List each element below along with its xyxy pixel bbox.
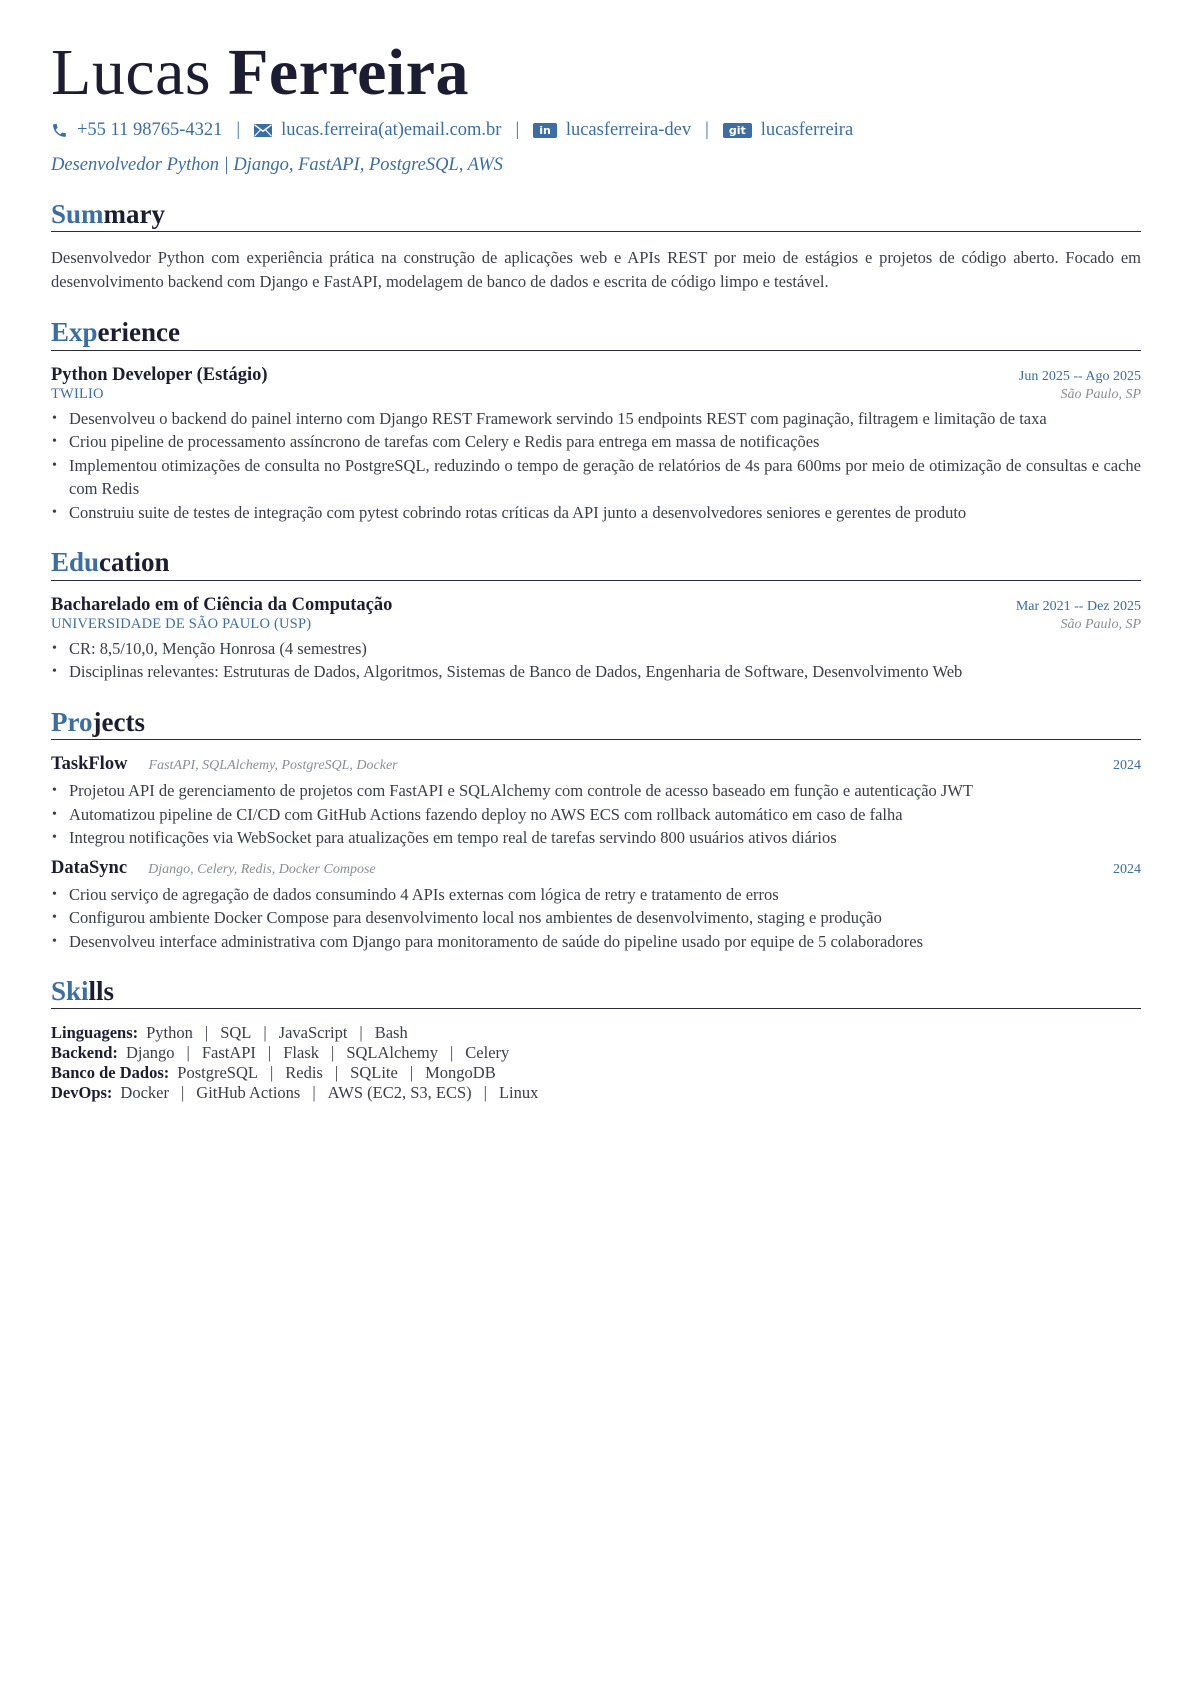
- skill-separator: |: [267, 1043, 272, 1063]
- envelope-icon: [254, 124, 272, 137]
- skill-separator: |: [263, 1023, 267, 1043]
- skill-item: MongoDB: [425, 1063, 496, 1083]
- education-bullets: [51, 637, 1141, 684]
- skill-item: GitHub Actions: [196, 1083, 301, 1103]
- list-item: • Criou serviço de agregação de dados consumindo 4 APIs externas com lógica de retry e tratamento de erros: [51, 883, 1141, 907]
- skill-item: Flask: [283, 1043, 319, 1063]
- section-title-rest: lls: [88, 976, 115, 1007]
- skill-separator: |: [359, 1023, 363, 1043]
- school-location: São Paulo, SP: [1060, 616, 1141, 632]
- section-title-rest: cation: [99, 547, 170, 578]
- skill-item: Docker: [120, 1083, 169, 1103]
- section-title-rest: jects: [92, 706, 145, 737]
- skill-item: FastAPI: [201, 1043, 256, 1063]
- school-name: UNIVERSIDADE DE SÃO PAULO (USP): [51, 615, 312, 632]
- contact-linkedin[interactable]: [533, 120, 691, 141]
- skill-item: Redis: [285, 1063, 323, 1083]
- skill-category: Banco de Dados:: [51, 1063, 170, 1083]
- list-item: • CR: 8,5/10,0, Menção Honrosa (4 semestres): [51, 637, 1141, 661]
- entry-subheader: [51, 386, 1141, 403]
- project-heading: [51, 858, 376, 879]
- tagline: Desenvolvedor Python | Django, FastAPI, PostgreSQL, AWS: [51, 155, 503, 175]
- project-heading: [51, 754, 398, 775]
- last-name: Ferreira: [228, 36, 470, 109]
- skill-item: SQLite: [350, 1063, 398, 1083]
- skill-row: [51, 1083, 1141, 1103]
- experience-entry: [51, 365, 1141, 525]
- contact-github[interactable]: [723, 120, 853, 141]
- skill-separator: |: [269, 1063, 274, 1083]
- section-title-accent: Ski: [51, 976, 89, 1007]
- contact-phone[interactable]: [51, 120, 222, 141]
- skills-section: [51, 975, 1141, 1103]
- summary-text: Desenvolvedor Python com experiência prática na construção de aplicações web e APIs REST por meio de estágios e projetos de código aberto. Focado em desenvolvimento backend com Django e FastAPI, modelagem de banco de dados e escrita de código limpo e testável.: [51, 248, 1141, 292]
- contact-separator: |: [236, 120, 241, 140]
- company-name: TWILIO: [51, 385, 104, 402]
- email-address: lucas.ferreira(at)email.com.br: [281, 120, 502, 140]
- skill-row: [51, 1023, 1141, 1043]
- entry-header: [51, 754, 1141, 775]
- skill-row: [51, 1043, 1141, 1063]
- entry-header: [51, 858, 1141, 879]
- section-title-rest: erience: [97, 317, 180, 348]
- project-name: DataSync: [51, 857, 128, 878]
- first-name: Lucas: [51, 36, 212, 109]
- contact-email[interactable]: [254, 120, 501, 141]
- candidate-name: [51, 36, 1141, 109]
- job-dates: Jun 2025 -- Ago 2025: [1018, 368, 1141, 384]
- linkedin-handle: lucasferreira-dev: [565, 120, 692, 140]
- skill-separator: |: [409, 1063, 414, 1083]
- project-entry: [51, 754, 1141, 850]
- skill-separator: |: [449, 1043, 454, 1063]
- summary-section: [51, 198, 1141, 294]
- section-title-projects: [51, 706, 1141, 740]
- list-item: • Configurou ambiente Docker Compose para desenvolvimento local nos ambientes de desenvolvimento, staging e produção: [51, 906, 1141, 930]
- project-bullets: [51, 883, 1141, 954]
- skill-separator: |: [331, 1043, 335, 1063]
- contact-separator: |: [515, 120, 520, 140]
- skill-item: Django: [125, 1043, 175, 1063]
- section-title-experience: [51, 316, 1141, 350]
- skill-item: Python: [146, 1023, 193, 1043]
- skill-item: JavaScript: [278, 1023, 348, 1043]
- experience-section: [51, 316, 1141, 524]
- contact-separator: |: [705, 120, 709, 140]
- contact-bar: [51, 120, 1141, 141]
- list-item: • Criou pipeline de processamento assíncrono de tarefas com Celery e Redis para entrega em massa de notificações: [51, 430, 1141, 454]
- list-item: • Desenvolveu interface administrativa com Django para monitoramento de saúde do pipeline usado por equipe de 5 colaboradores: [51, 930, 1141, 954]
- skill-category: Backend:: [51, 1043, 118, 1063]
- list-item: • Disciplinas relevantes: Estruturas de Dados, Algoritmos, Sistemas de Banco de Dados, Engenharia de Software, Desenvolvimento Web: [51, 660, 1141, 684]
- skill-row: [51, 1063, 1141, 1083]
- github-handle: lucasferreira: [760, 120, 854, 140]
- education-entry: [51, 595, 1141, 684]
- linkedin-icon: in: [533, 123, 557, 138]
- section-title-accent: Pro: [51, 706, 93, 737]
- skill-separator: |: [204, 1023, 209, 1043]
- project-name: TaskFlow: [51, 754, 128, 775]
- skill-item: SQLAlchemy: [346, 1043, 438, 1063]
- skill-item: Linux: [498, 1083, 539, 1103]
- skill-separator: |: [186, 1043, 190, 1063]
- experience-bullets: [51, 407, 1141, 525]
- project-bullets: [51, 779, 1141, 850]
- list-item: • Integrou notificações via WebSocket para atualizações em tempo real de tarefas servindo 800 usuários ativos diários: [51, 826, 1141, 850]
- list-item: • Implementou otimizações de consulta no PostgreSQL, reduzindo o tempo de geração de relatórios de 4s para 600ms por meio de otimização de consultas e cache com Redis: [51, 454, 1141, 501]
- git-icon: git: [723, 123, 752, 138]
- skill-separator: |: [312, 1083, 316, 1103]
- project-tech: Django, Celery, Redis, Docker Compose: [148, 861, 376, 877]
- project-year: 2024: [1113, 758, 1141, 774]
- section-title-rest: mary: [103, 199, 166, 229]
- section-title-accent: Exp: [51, 317, 98, 348]
- phone-number: +55 11 98765-4321: [77, 120, 223, 140]
- job-title: Python Developer (Estágio): [51, 364, 268, 385]
- education-section: [51, 546, 1141, 683]
- section-title-accent: Sum: [51, 199, 104, 229]
- degree-title: Bacharelado em of Ciência da Computação: [51, 594, 393, 615]
- phone-icon: [51, 122, 68, 139]
- skill-separator: |: [180, 1083, 185, 1103]
- entry-header: [51, 365, 1141, 386]
- list-item: • Construiu suite de testes de integração com pytest cobrindo rotas críticas da API junto a desenvolvedores seniores e gerentes de produto: [51, 501, 1141, 525]
- entry-header: [51, 595, 1141, 616]
- skill-item: Celery: [465, 1043, 510, 1063]
- projects-section: [51, 706, 1141, 953]
- skill-item: PostgreSQL: [177, 1063, 258, 1083]
- skill-category: DevOps:: [51, 1083, 113, 1103]
- entry-subheader: [51, 616, 1141, 633]
- list-item: • Projetou API de gerenciamento de projetos com FastAPI e SQLAlchemy com controle de acesso baseado em função e autenticação JWT: [51, 779, 1141, 803]
- skill-item: Bash: [374, 1023, 408, 1043]
- list-item: • Automatizou pipeline de CI/CD com GitHub Actions fazendo deploy no AWS ECS com rollback automático em caso de falha: [51, 803, 1141, 827]
- skills-list: [51, 1023, 1141, 1103]
- section-title-education: [51, 546, 1141, 580]
- project-tech: FastAPI, SQLAlchemy, PostgreSQL, Docker: [148, 758, 398, 774]
- skill-separator: |: [334, 1063, 339, 1083]
- education-dates: Mar 2021 -- Dez 2025: [1015, 598, 1141, 614]
- skill-category: Linguagens:: [51, 1023, 139, 1043]
- section-title-skills: [51, 975, 1141, 1009]
- job-location: São Paulo, SP: [1060, 386, 1141, 402]
- skill-separator: |: [483, 1083, 487, 1103]
- section-title-accent: Edu: [51, 547, 100, 578]
- project-entry: [51, 858, 1141, 954]
- skill-item: SQL: [220, 1023, 252, 1043]
- project-year: 2024: [1113, 861, 1141, 877]
- section-title-summary: [51, 198, 1141, 232]
- skill-item: AWS (EC2, S3, ECS): [327, 1083, 472, 1103]
- list-item: • Desenvolveu o backend do painel interno com Django REST Framework servindo 15 endpoints REST com paginação, filtragem e limitação de taxa: [51, 407, 1141, 431]
